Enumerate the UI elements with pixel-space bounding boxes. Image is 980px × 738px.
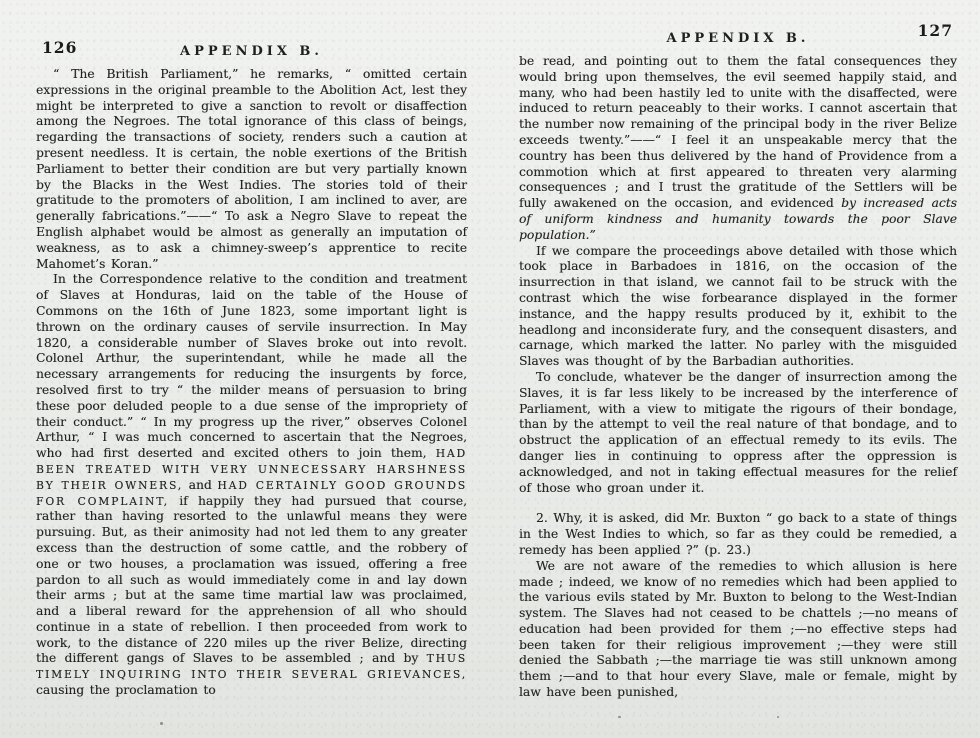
text-run: and [183, 477, 218, 492]
text-run: If we compare the proceedings above detailed with those which took place in Barbadoes in 1816, on the occasion of the insurrection in that island, we cannot fail to be struck with the contrast which the wise forbearance displayed in the former instance, and the happy results produced by it, exhibit to the headlong and inconsiderate fury, and the consequent disasters, and carnage, which marked the latter. No parley with the misguided Slaves was thought of by the Barbadian authorities. [519, 243, 957, 369]
text-run: To conclude, whatever be the danger of insurrection among the Slaves, it is far less likely to be increased by the interference of Parliament, with a view to mitigate the rigours of their bondage, than by the attempt to veil the real nature of that bondage, and to obstruct the application of an effectual remedy to its evils. The danger lies in continuing to oppress after the oppression is acknowledged, and not in taking effectual measures for the relief of those who groan under it. [519, 369, 957, 495]
page-left-body [36, 67, 467, 699]
running-head-right: APPENDIX B. [666, 31, 810, 46]
paragraph [36, 67, 467, 272]
text-run: causing the proclamation to [36, 683, 216, 698]
scan-speck [160, 722, 163, 725]
scan-speck [777, 716, 779, 718]
paragraph [519, 559, 957, 701]
paragraph-numbered-question [519, 511, 957, 558]
text-run: We are not aware of the remedies to which allusion is here made ; indeed, we know of no remedies which had been applied to the various evils stated by Mr. Buxton to belong to the West-Indian system. The Slaves had not ceased to be chattels ;—no means of education had been provided for them ;—no effective steps had been taken for their religious improvement ;—they were still denied the Sabbath ;—the marriage tie was still unknown among them ;—and to that hour every Slave, male or female, might by law have been punished, [519, 558, 957, 700]
text-run-italic: by increased acts of uniform kindness and humanity towards the poor Slave population.” [519, 196, 957, 242]
page-right-header [519, 21, 957, 49]
text-run: be read, and pointing out to them the fatal consequences they would bring upon themselves, the evil seemed happily staid, and many, who had been hastily led to unite with the disaffected, were induced to return peaceably to their works. I cannot ascertain that the number now remaining of the principal body in the river Belize exceeds twenty.”——“ I feel it an unspeakable mercy that the country has been thus delivered by the hand of Providence from a commotion which at first appeared to threaten very alarming consequences ; and I trust the gratitude of the Settlers will be fully awakened on the occasion, and evidenced [519, 54, 957, 211]
page-number-right: 127 [917, 21, 953, 40]
text-run-spaced-caps: THUS TIMELY INQUIRING INTO THEIR SEVERAL GRIEVANCES, [36, 652, 467, 682]
page-126 [36, 40, 467, 699]
page-number-left: 126 [42, 38, 78, 57]
paragraph [519, 370, 957, 496]
paragraph [519, 244, 957, 370]
paragraph [36, 272, 467, 699]
page-right-body [519, 54, 957, 701]
text-run-spaced-caps: HAD CERTAINLY GOOD GROUNDS FOR COMPLAINT, [36, 478, 468, 508]
scan-speck [618, 716, 621, 718]
text-run-spaced-caps: HAD BEEN TREATED WITH VERY UNNECESSARY HARSHNESS BY THEIR OWNERS, [36, 447, 467, 492]
page-127 [519, 21, 957, 701]
running-head-left: APPENDIX B. [180, 44, 323, 59]
paragraph [519, 54, 957, 244]
text-run: 2. Why, it is asked, did Mr. Buxton “ go back to a state of things in the West Indies to which, so far as they could be remedied, a remedy has been applied ?” (p. 23.) [519, 511, 957, 557]
text-run: if happily they had pursued that course, rather than having resorted to the unlawful means they were pursuing. But, as their animosity had not led them to any greater excess than the destruction of some cattle, and the robbery of one or two houses, a proclamation was issued, offering a free pardon to all such as would immediately come in and lay down their arms ; but at the same time martial law was proclaimed, and a liberal reward for the apprehension of all who should continue in a state of rebellion. I then proceeded from work to work, to the distance of 220 miles up the river Belize, directing the different gangs of Slaves to be assembled ; and by [36, 493, 467, 666]
page-left-header [36, 40, 467, 62]
text-run: In the Correspondence relative to the condition and treatment of Slaves at Honduras, laid on the table of the House of Commons on the 16th of June 1823, some important light is thrown on the ordinary causes of servile insurrection. In May 1820, a considerable number of Slaves broke out into revolt. Colonel Arthur, the superintendant, while he made all the necessary arrangements for reducing the insurgents by force, resolved first to try “ the milder means of persuasion to bring these poor deluded people to a due sense of the impropriety of their conduct.” “ In my progress up the river,” observes Colonel Arthur, “ I was much concerned to ascertain that the Negroes, who had first deserted and excited others to join them, [36, 272, 467, 461]
text-run: “ The British Parliament,” he remarks, “ omitted certain expressions in the original preamble to the Abolition Act, lest they might be interpreted to give a sanction to revolt or disaffection among the Negroes. The total ignorance of this class of beings, regarding the transactions of society, renders such a caution at present needless. It is certain, the noble exertions of the British Parliament to better their condition are but very partially known by the Blacks in the West Indies. The stories told of their gratitude to the promoters of abolition, I am inclined to aver, are generally fabrications.”——“ To ask a Negro Slave to repeat the English alphabet would be almost as generally an imputation of weakness, as to ask a chimney-sweep’s apprentice to recite Mahomet’s Koran.” [36, 67, 467, 271]
